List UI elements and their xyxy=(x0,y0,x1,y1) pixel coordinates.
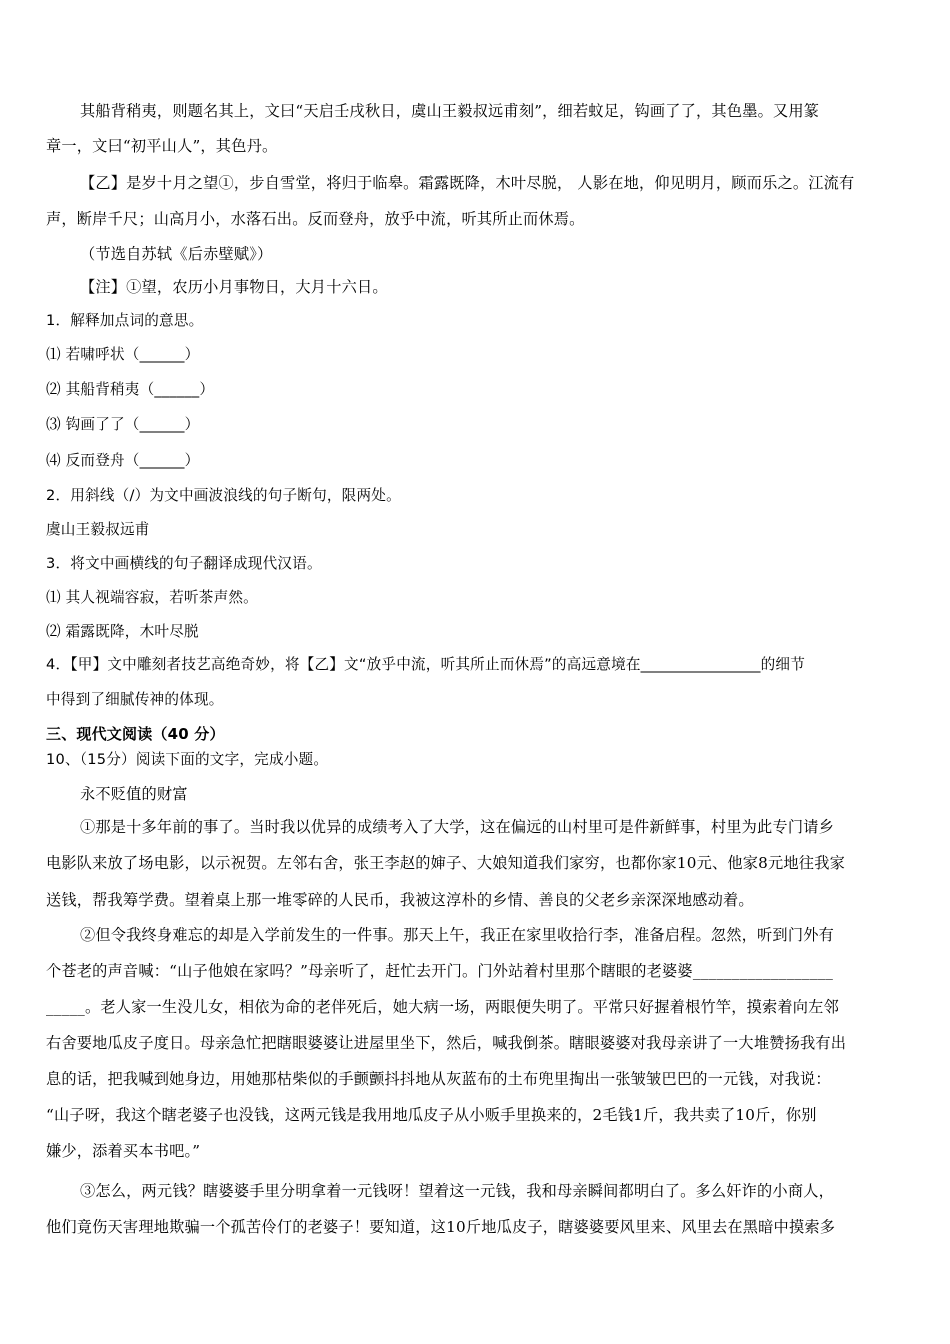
passage-title: 永不贬值的财富 xyxy=(80,785,188,803)
question-2-text: 虞山王毅叔远甫 xyxy=(46,521,150,538)
section-heading: 三、现代文阅读（40 分） xyxy=(46,725,225,743)
question-4-cont: 中得到了细腻传神的体现。 xyxy=(46,691,224,708)
text-line: 【乙】是岁十月之望①，步自雪堂，将归于临皋。霜露既降，木叶尽脱， 人影在地，仰见明月，顾而乐之。江流有 xyxy=(80,174,855,192)
paragraph-line: 他们竟伤天害理地欺骗一个孤苦伶仃的老婆子！要知道，这10斤地瓜皮子，瞎婆婆要风里来、风里去在黑暗中摸索多 xyxy=(46,1218,836,1236)
text-line: 其船背稍夷，则题名其上，文曰“天启壬戌秋日，虞山王毅叔远甫刻”，细若蚊足，钩画了了，其色墨。又用篆 xyxy=(80,102,820,120)
question-1: 1．解释加点词的意思。 xyxy=(46,312,204,329)
paragraph-line: ①那是十多年前的事了。当时我以优异的成绩考入了大学，这在偏远的山村里可是件新鲜事，村里为此专门请乡 xyxy=(80,818,834,836)
question-10: 10、（15分）阅读下面的文字，完成小题。 xyxy=(46,751,329,768)
question-3: 3．将文中画横线的句子翻译成现代汉语。 xyxy=(46,555,322,572)
paragraph-line: 个苍老的声音喊：“山子他娘在家吗？”母亲听了，赶忙去开门。门外站着村里那个瞎眼的老婆婆__________________ xyxy=(46,962,834,980)
question-1-item: ⑶ 钩画了了（______） xyxy=(46,416,200,433)
text-line: 声，断岸千尺；山高月小，水落石出。反而登舟，放乎中流，听其所止而休焉。 xyxy=(46,210,585,228)
paragraph-line: “山子呀，我这个瞎老婆子也没钱，这两元钱是我用地瓜皮子从小贩手里换来的，2毛钱1斤，我共卖了10斤，你别 xyxy=(46,1106,817,1124)
question-1-item: ⑵ 其船背稍夷（______） xyxy=(46,381,215,398)
question-1-item: ⑷ 反而登舟（______） xyxy=(46,452,200,469)
paragraph-line: 嫌少，添着买本书吧。” xyxy=(46,1142,201,1160)
question-3-item: ⑵ 霜露既降，木叶尽脱 xyxy=(46,623,199,640)
question-3-item: ⑴ 其人视端容寂，若听茶声然。 xyxy=(46,589,258,606)
paragraph-line: 送钱，帮我筹学费。望着桌上那一堆零碎的人民币，我被这淳朴的乡情、善良的父老乡亲深深地感动着。 xyxy=(46,891,754,909)
paragraph-line: 电影队来放了场电影，以示祝贺。左邻右舍，张王李赵的婶子、大娘知道我们家穷，也都你家10元、他家8元地往我家 xyxy=(46,854,845,872)
footnote: 【注】①望，农历小月事物日，大月十六日。 xyxy=(80,278,388,296)
question-4: 4．【甲】文中雕刻者技艺高绝奇妙，将【乙】文“放乎中流，听其所止而休焉”的高远意境在________________的细节 xyxy=(46,656,805,673)
paragraph-line: ②但令我终身难忘的却是入学前发生的一件事。那天上午，我正在家里收拾行李，准备启程。忽然，听到门外有 xyxy=(80,926,834,944)
paragraph-line: 右舍要地瓜皮子度日。母亲急忙把瞎眼婆婆让进屋里坐下，然后，喊我倒茶。瞎眼婆婆对我母亲讲了一大堆赞扬我有出 xyxy=(46,1034,847,1052)
text-line: 章一，文曰“初平山人”，其色丹。 xyxy=(46,137,278,155)
source-note: （节选自苏轼《后赤壁赋》） xyxy=(80,245,273,263)
paragraph-line: _____。老人家一生没儿女，相依为命的老伴死后，她大病一场，两眼便失明了。平常只好握着根竹竿，摸索着向左邻 xyxy=(46,998,839,1016)
question-2: 2．用斜线（/）为文中画波浪线的句子断句，限两处。 xyxy=(46,487,401,504)
paragraph-line: 息的话，把我喊到她身边，用她那枯柴似的手颤颤抖抖地从灰蓝布的土布兜里掏出一张皱皱巴巴的一元钱，对我说： xyxy=(46,1070,831,1088)
question-1-item: ⑴ 若啸呼状（______） xyxy=(46,346,200,363)
paragraph-line: ③怎么，两元钱？瞎婆婆手里分明拿着一元钱呀！望着这一元钱，我和母亲瞬间都明白了。多么奸诈的小商人， xyxy=(80,1182,834,1200)
